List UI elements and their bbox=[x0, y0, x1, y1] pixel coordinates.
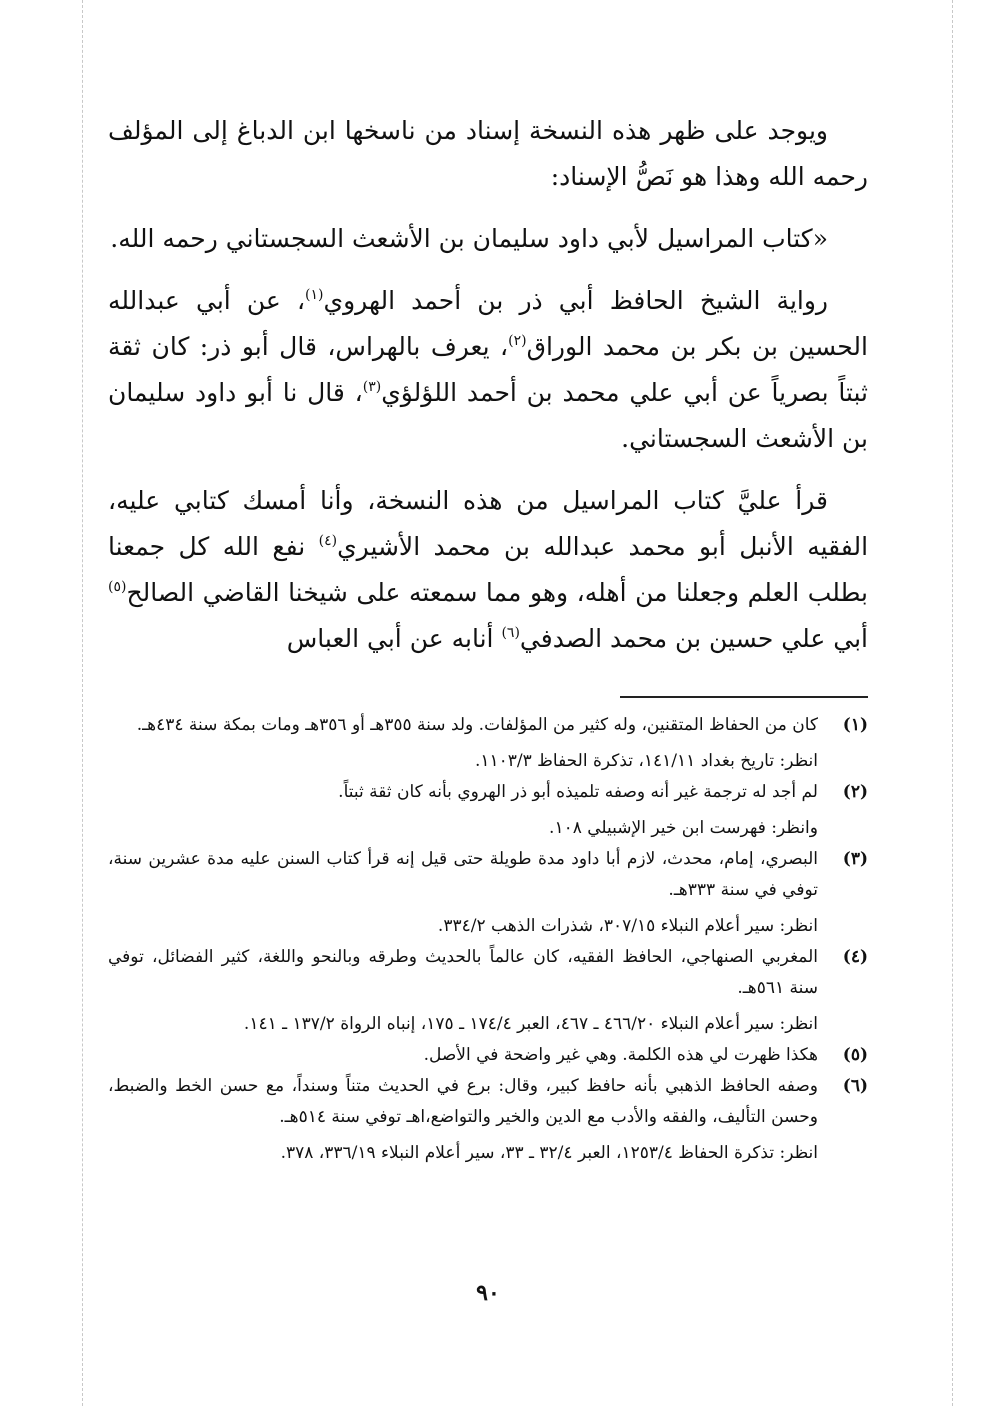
footnote-marker: (٥) bbox=[108, 579, 127, 595]
paragraph-isnad-intro bbox=[108, 108, 868, 200]
paragraph-qiraa bbox=[108, 478, 868, 662]
footnote-body bbox=[108, 1040, 818, 1071]
footnote-text: وصفه الحافظ الذهبي بأنه حافظ كبير، وقال: برع في الحديث متناً وسنداً، مع حسن الخط والضبط، وحسن التأليف، والفقه والأدب مع الدين والخير والتواضع،اهـ توفي سنة ٥١٤هـ. bbox=[108, 1076, 818, 1127]
footnote-item bbox=[108, 777, 868, 844]
footnote-body bbox=[108, 844, 818, 942]
footnote-text: هكذا ظهرت لي هذه الكلمة. وهي غير واضحة في الأصل. bbox=[423, 1045, 818, 1065]
footnote-text: البصري، إمام، محدث، لازم أبا داود مدة طويلة حتى قيل إنه قرأ كتاب السنن عليه مدة عشرين سنة، توفي في سنة ٣٣٣هـ. bbox=[108, 849, 818, 900]
text-run: رواية الشيخ الحافظ أبي ذر بن أحمد الهروي bbox=[323, 286, 828, 315]
footnote-item bbox=[108, 844, 868, 942]
footnote-reference: انظر: سير أعلام النبلاء ٣٠٧/١٥، شذرات الذهب ٣٣٤/٢. bbox=[437, 916, 818, 936]
footnote-reference: انظر: تاريخ بغداد ١٤١/١١، تذكرة الحفاظ ١١٠٣/٣. bbox=[474, 751, 818, 771]
footnotes bbox=[108, 710, 868, 1169]
text-run: ، قال نا أبو داود سليمان بن الأشعث السجستاني. bbox=[108, 378, 868, 453]
footnote-item bbox=[108, 942, 868, 1040]
footnote-item bbox=[108, 710, 868, 777]
footnote-number: (٣) bbox=[842, 849, 868, 869]
footnote-marker: (٣) bbox=[362, 379, 382, 395]
footnote-number: (٦) bbox=[842, 1076, 868, 1096]
footnote-marker: (١) bbox=[305, 287, 324, 303]
footnote-number: (١) bbox=[842, 715, 868, 735]
text-run: ، يعرف بالهراس، قال أبو ذر: كان ثقة ثبتاً بصرياً عن أبي علي محمد بن أحمد اللؤلؤي bbox=[108, 332, 868, 407]
footnote-reference: وانظر: فهرست ابن خير الإشبيلي ١٠٨. bbox=[549, 818, 818, 838]
footnote-item bbox=[108, 1040, 868, 1071]
footnote-reference: انظر: تذكرة الحفاظ ١٢٥٣/٤، العبر ٣٢/٤ ـ ٣٣، سير أعلام النبلاء ٣٣٦/١٩، ٣٧٨. bbox=[280, 1143, 818, 1163]
scan-edge-left bbox=[82, 0, 83, 1406]
footnote-number: (٤) bbox=[842, 947, 868, 967]
footnote-reference: انظر: سير أعلام النبلاء ٤٦٦/٢٠ ـ ٤٦٧، العبر ١٧٤/٤ ـ ١٧٥، إنباه الرواة ١٣٧/٢ ـ ١٤١. bbox=[243, 1014, 818, 1034]
footnote-text: المغربي الصنهاجي، الحافظ الفقيه، كان عالماً بالحديث وطرقه وبالنحو واللغة، كثير الفضائل، توفي سنة ٥٦١هـ. bbox=[108, 947, 818, 998]
page-number: ٩٠ bbox=[476, 1280, 500, 1306]
footnote-marker: (٤) bbox=[318, 533, 338, 549]
text-run: نفع الله كل جمعنا بطلب العلم وجعلنا من أهله، وهو مما سمعته على شيخنا القاضي الصالح bbox=[108, 532, 868, 607]
text-run: «كتاب المراسيل لأبي داود سليمان بن الأشعث السجستاني رحمه الله. bbox=[110, 224, 828, 253]
text-run: أنابه عن أبي العباس bbox=[286, 624, 502, 653]
scan-edge-right bbox=[952, 0, 953, 1406]
book-page bbox=[108, 108, 868, 1348]
footnote-text: لم أجد له ترجمة غير أنه وصفه تلميذه أبو ذر الهروي بأنه كان ثقة ثبتاً. bbox=[338, 782, 818, 802]
footnote-item bbox=[108, 1071, 868, 1169]
text-run: أبي علي حسين بن محمد الصدفي bbox=[519, 624, 868, 653]
footnote-body bbox=[108, 777, 818, 844]
text-run: ويوجد على ظهر هذه النسخة إسناد من ناسخها ابن الدباغ إلى المؤلف رحمه الله وهذا هو نَصُّ الإسناد: bbox=[108, 116, 868, 191]
footnote-body bbox=[108, 710, 818, 777]
footnote-text: كان من الحفاظ المتقنين، وله كثير من المؤلفات. ولد سنة ٣٥٥هـ أو ٣٥٦هـ ومات بمكة سنة ٤٣٤هـ. bbox=[136, 715, 818, 735]
footnote-marker: (٢) bbox=[508, 333, 527, 349]
paragraph-book-title bbox=[108, 216, 868, 262]
footnote-number: (٥) bbox=[842, 1045, 868, 1065]
text-run: قرأ عليَّ كتاب المراسيل من هذه النسخة، وأنا أمسك كتابي عليه، الفقيه الأنبل أبو محمد عبدالله بن محمد الأشيري bbox=[108, 486, 869, 561]
footnote-marker: (٦) bbox=[501, 625, 520, 641]
text-run: ، عن أبي عبدالله الحسين بن بكر بن محمد الوراق bbox=[108, 286, 868, 361]
footnote-body bbox=[108, 942, 818, 1040]
footnote-number: (٢) bbox=[842, 782, 868, 802]
footnote-body bbox=[108, 1071, 818, 1169]
main-text bbox=[108, 108, 868, 662]
footnote-separator bbox=[620, 696, 868, 698]
paragraph-riwaya bbox=[108, 278, 868, 462]
